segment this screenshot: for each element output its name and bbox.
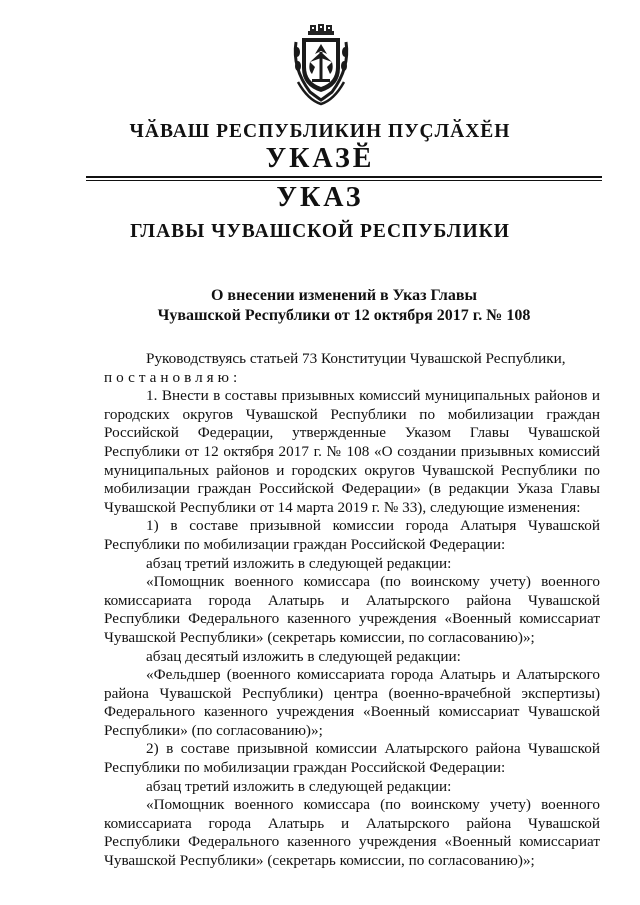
body-paragraph-6: «Фельдшер (военного комиссариата города Алатырь и Алатырского района Чувашской Республики) центра (военно-врачебной экспертизы) Федерального казенного учреждения «Военный комиссариат Чувашской Республики» (по согласованию)»; xyxy=(104,666,600,739)
body-paragraph-9: «Помощник военного комиссара (по воинскому учету) военного комиссариата города Алатырь и Алатырского района Чувашской Республики Федерального казенного учреждения «Военный комиссариат Чувашской Республики» (секретарь комиссии, по согласованию)»; xyxy=(104,796,600,870)
document-body xyxy=(104,350,600,871)
coat-of-arms-emblem xyxy=(288,22,354,106)
body-paragraph-3: абзац третий изложить в следующей редакции: xyxy=(146,554,452,572)
body-paragraph-2: 1) в составе призывной комиссии города Алатыря Чувашской Республики по мобилизации граждан Российской Федерации: xyxy=(104,517,600,553)
header-chuvash-line: ЧӐВАШ РЕСПУБЛИКИН ПУҪЛӐХӖН xyxy=(129,121,511,142)
body-intro: Руководствуясь статьей 73 Конституции Чувашской Республики, xyxy=(146,350,566,367)
header-divider-thin xyxy=(86,180,602,181)
header-authority: ГЛАВЫ ЧУВАШСКОЙ РЕСПУБЛИКИ xyxy=(130,221,510,242)
body-paragraph-8: абзац третий изложить в следующей редакции: xyxy=(146,777,452,795)
body-paragraph-7: 2) в составе призывной комиссии Алатырского района Чувашской Республики по мобилизации граждан Российской Федерации: xyxy=(104,740,600,777)
document-title-line2: Чувашской Республики от 12 октября 2017 г. № 108 xyxy=(157,307,531,324)
header-divider-thick xyxy=(86,176,602,178)
body-paragraph-5: абзац десятый изложить в следующей редакции: xyxy=(146,647,461,665)
header-ukaz: УКАЗ xyxy=(276,182,364,213)
document-title-line1: О внесении изменений в Указ Главы xyxy=(210,287,477,304)
body-postanovlyayu: постановляю: xyxy=(104,368,242,386)
document-title xyxy=(86,286,602,326)
body-paragraph-4: «Помощник военного комиссара (по воинскому учету) военного комиссариата города Алатырь и Алатырского района Чувашской Республики Федерального казенного учреждения «Военный комиссариат Чувашской Республики» (секретарь комиссии, по согласованию)»; xyxy=(104,573,600,646)
body-paragraph-1: 1. Внести в составы призывных комиссий муниципальных районов и городских округов Чувашской Республики по мобилизации граждан Российской Федерации, утвержденные Указом Главы Чувашской Республики от 12 октября 2017 г. № 108 «О создании призывных комиссий муниципальных районов и городских округов Чувашской Республики по мобилизации граждан Российской Федерации» (в редакции Указа Главы Чувашской Республики от 14 марта 2019 г. № 33), следующие изменения: xyxy=(104,387,600,516)
header-chuvash-ukaze: УКАЗӖ xyxy=(265,143,375,174)
